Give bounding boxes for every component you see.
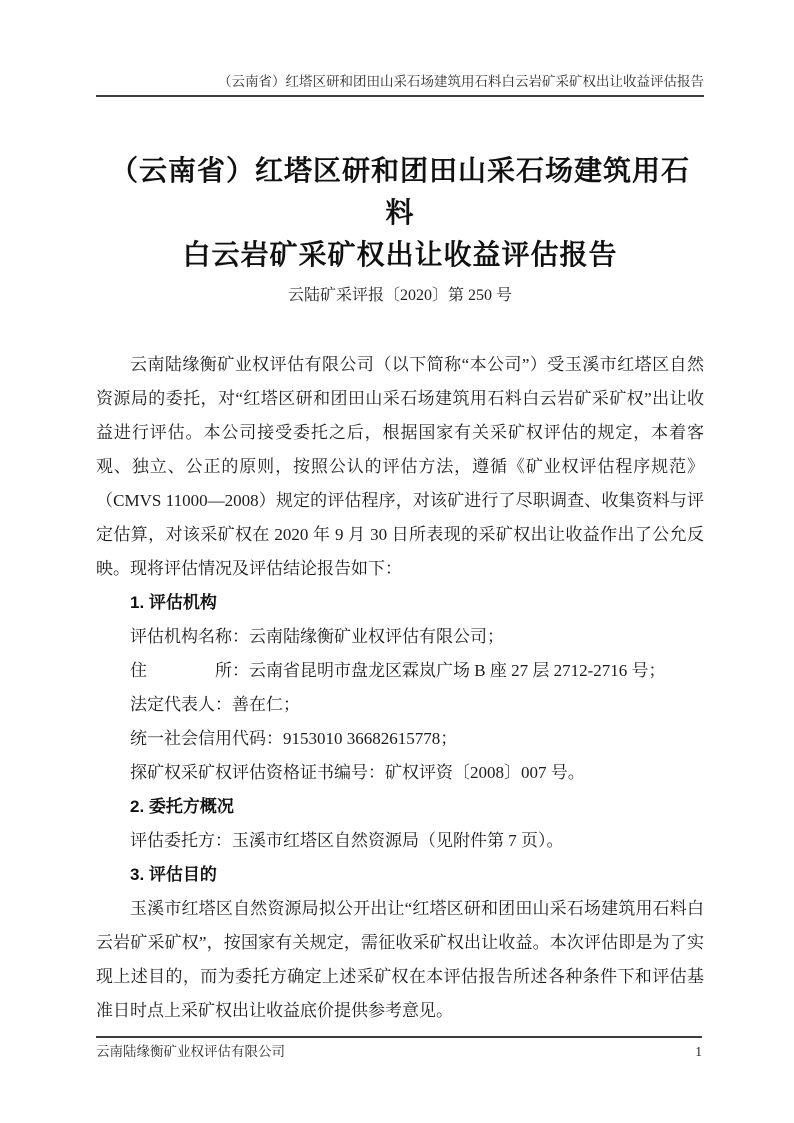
agency-address-line: 住 所：云南省昆明市盘龙区霖岚广场 B 座 27 层 2712-2716 号； <box>130 661 666 680</box>
agency-name-line: 评估机构名称：云南陆缘衡矿业权评估有限公司； <box>130 627 504 646</box>
legal-representative-line: 法定代表人：善在仁； <box>130 695 300 714</box>
purpose-paragraph: 玉溪市红塔区自然资源局拟公开出让“红塔区研和团田山采石场建筑用石料白云岩矿采矿权”，按国家有关规定，需征收采矿权出让收益。本次评估即是为了实现上述目的，而为委托方确定上述采矿权在本评估报告所述各种条件下和评估基准日时点上采矿权出让收益底价提供参考意见。 <box>96 899 704 1020</box>
client-line: 评估委托方：玉溪市红塔区自然资源局（见附件第 7 页）。 <box>130 831 564 850</box>
credit-code-line: 统一社会信用代码：9153010 36682615778； <box>130 729 458 748</box>
footer-page-number: 1 <box>695 1044 702 1059</box>
intro-paragraph: 云南陆缘衡矿业权评估有限公司（以下简称“本公司”）受玉溪市红塔区自然资源局的委托，对“红塔区研和团田山采石场建筑用石料白云岩矿采矿权”出让收益进行评估。本公司接受委托之后，根据国家有关采矿权评估的规定，本着客观、独立、公正的原则，按照公认的评估方法，遵循《矿业权评估程序规范》（CMVS 11000—2008）规定的评估程序，对该矿进行了尽职调查、收集资料与评定估算，对该采矿权在 2020 年 9 月 30 日所表现的采矿权出让收益作出了公允反映。现将评估情况及评估结论报告如下： <box>96 355 704 578</box>
footer-company: 云南陆缘衡矿业权评估有限公司 <box>96 1044 285 1059</box>
header-running-title: （云南省）红塔区研和团田山采石场建筑用石料白云岩矿采矿权出让收益评估报告 <box>218 74 704 89</box>
page-footer <box>96 1036 702 1060</box>
document-number: 云陆矿采评报〔2020〕第 250 号 <box>287 287 512 304</box>
document-title-line-2: 白云岩矿采矿权出让收益评估报告 <box>182 239 618 270</box>
document-title-line-1: （云南省）红塔区研和团田山采石场建筑用石料 <box>109 155 690 228</box>
document-content <box>96 150 704 1028</box>
document-body <box>96 348 704 1028</box>
section-2-heading: 2. 委托方概况 <box>130 797 234 816</box>
document-title <box>96 150 704 276</box>
page-header <box>96 74 704 97</box>
section-1-heading: 1. 评估机构 <box>130 593 217 612</box>
certificate-number-line: 探矿权采矿权评估资格证书编号：矿权评资〔2008〕007 号。 <box>130 763 585 782</box>
section-3-heading: 3. 评估目的 <box>130 865 217 884</box>
